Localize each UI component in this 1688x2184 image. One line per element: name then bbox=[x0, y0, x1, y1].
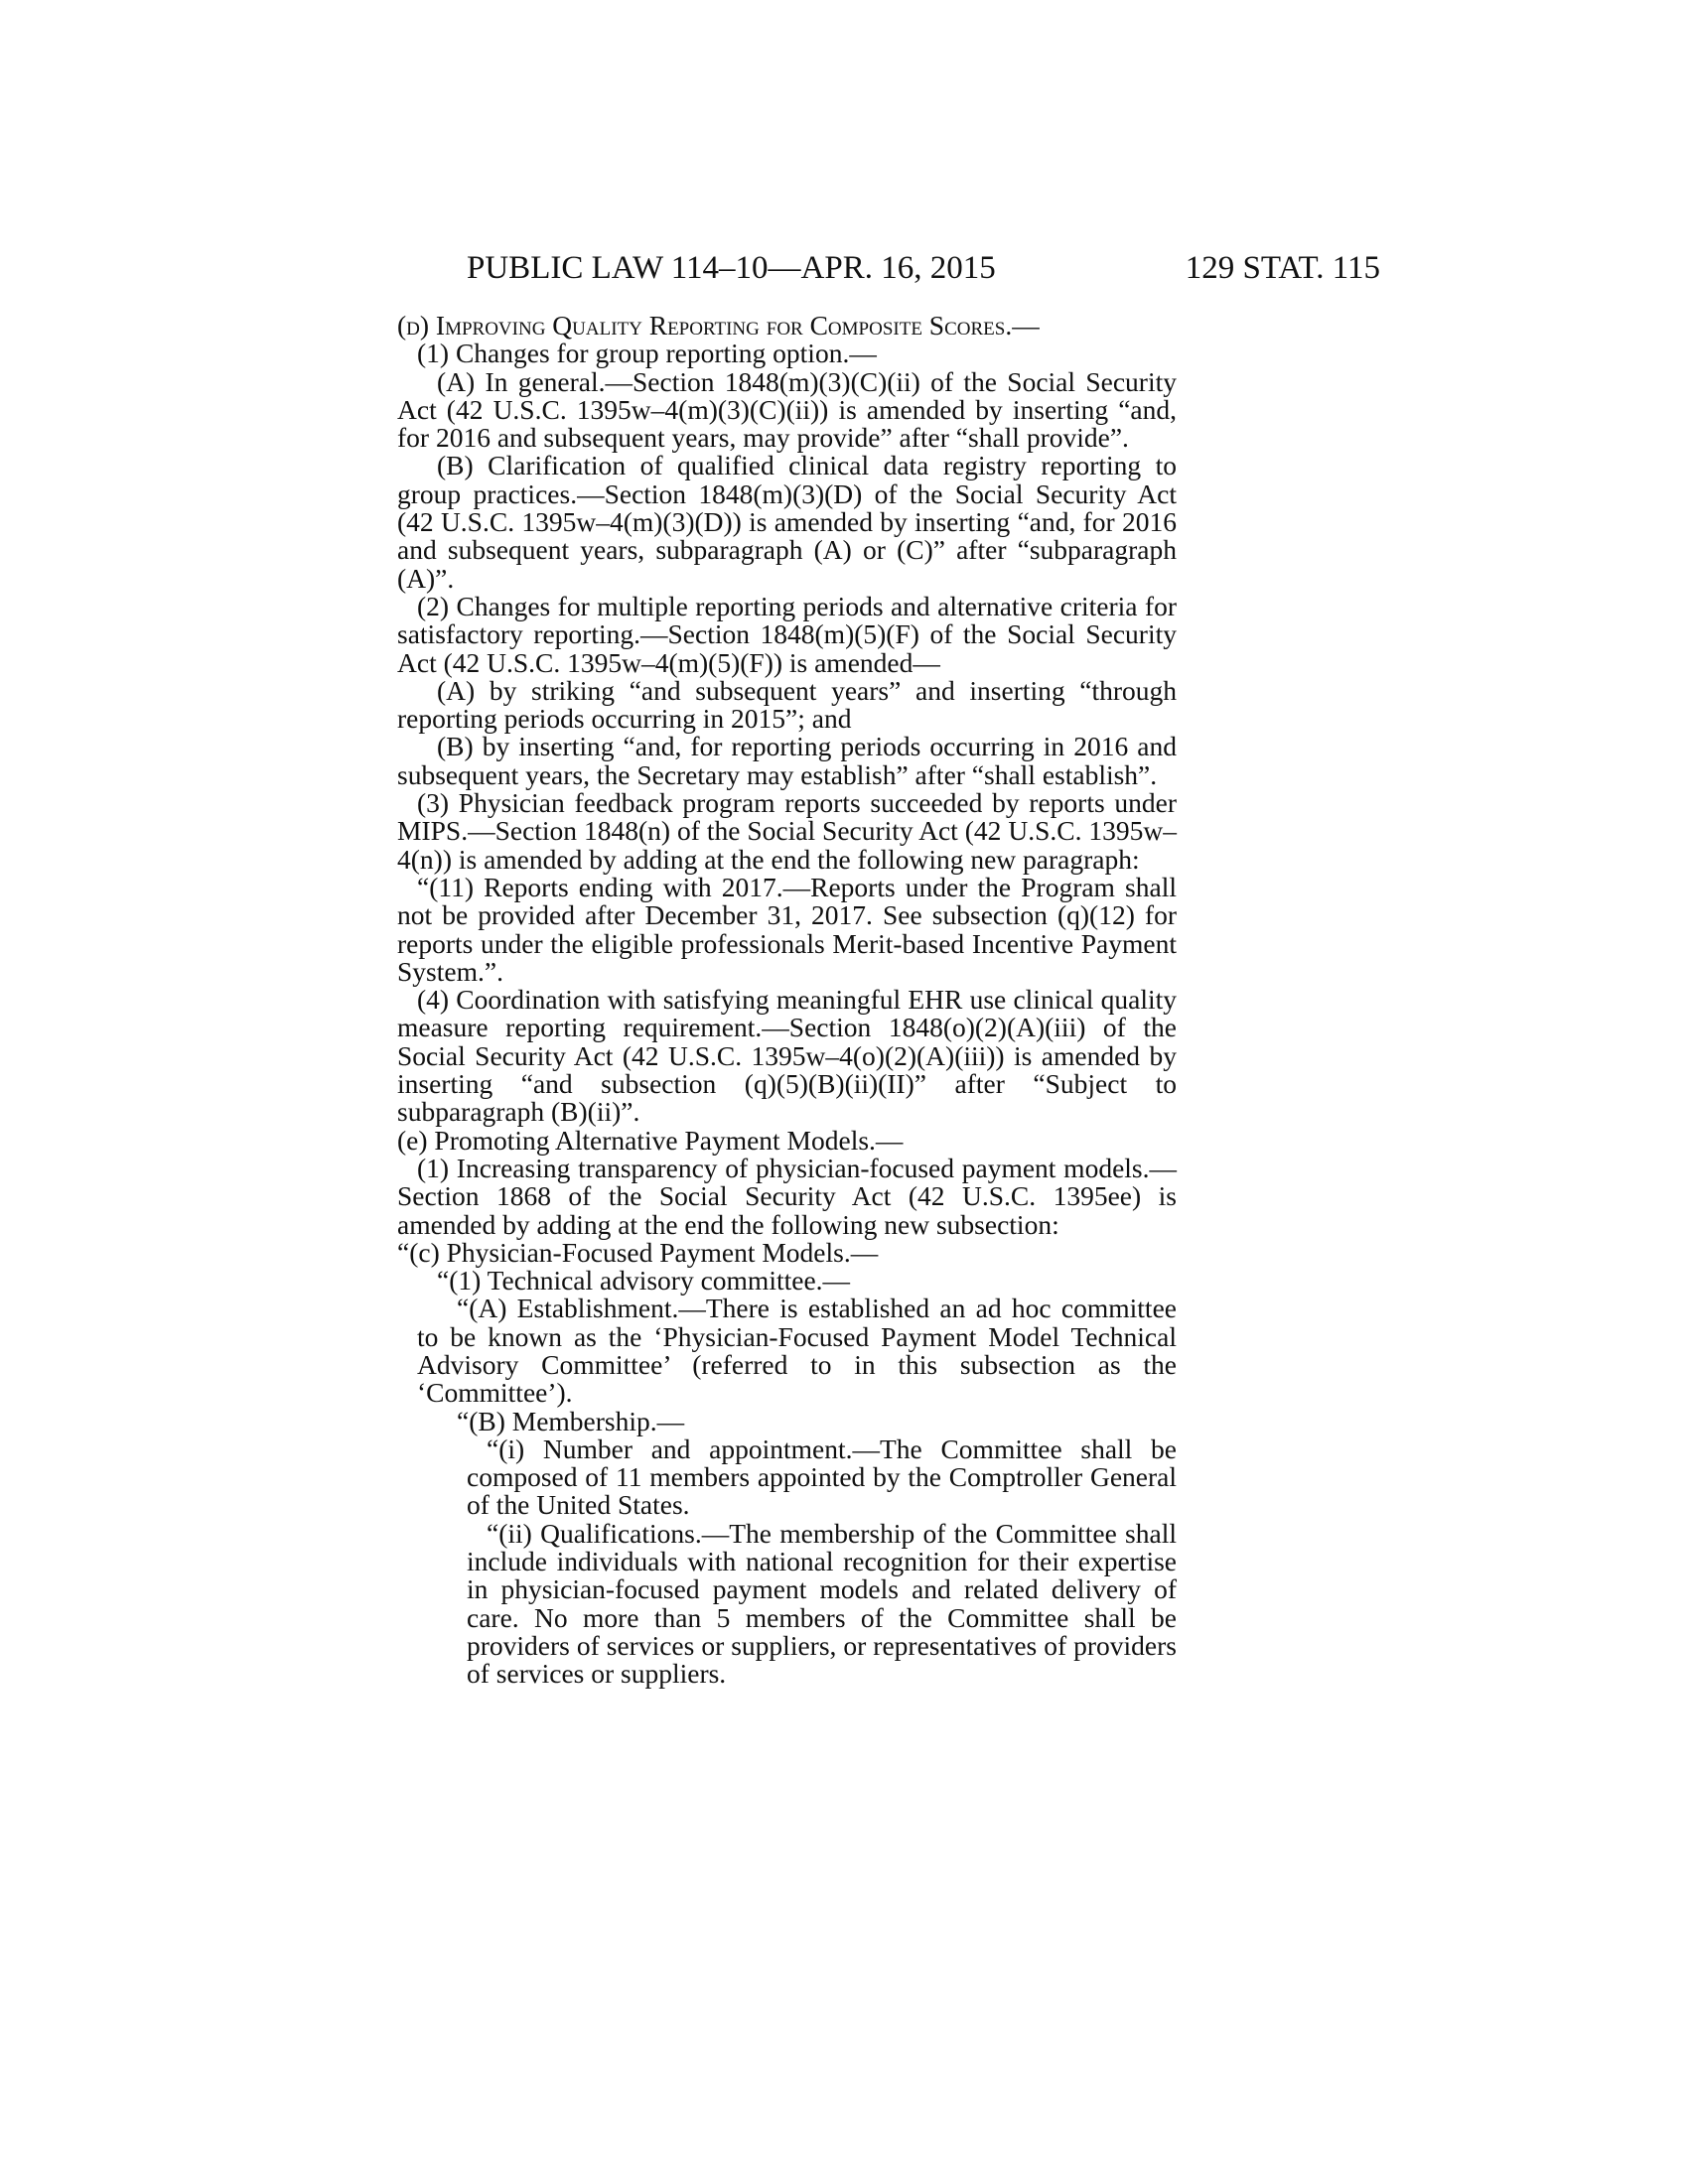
paragraph-d2b: (B) by inserting “and, for reporting periods occurring in 2016 and subsequent years, the Secretary may establish” after “shall establish”. bbox=[397, 731, 1177, 790]
paragraph-d1a: (A) In general.—Section 1848(m)(3)(C)(ii) of the Social Security Act (42 U.S.C. 1395w–4(m)(3)(C)(ii)) is amended by inserting “and, for 2016 and subsequent years, may provide” after “shall provide”. bbox=[397, 365, 1177, 454]
paragraph-d3-quote: “(11) Reports ending with 2017.—Reports under the Program shall not be provided after December 31, 2017. See subsection (q)(12) for reports under the eligible professionals Merit-based Incentive Payment System.”. bbox=[397, 871, 1177, 987]
statute-page-number: 129 STAT. 115 bbox=[1185, 250, 1380, 286]
paragraph-d1b: (B) Clarification of qualified clinical data registry reporting to group practices.—Section 1848(m)(3)(D) of the Social Security Act (42 U.S.C. 1395w–4(m)(3)(D)) is amended by inserting “and, for 2016 and subsequent years, subparagraph (A) or (C)” after “subparagraph (A)”. bbox=[397, 450, 1177, 594]
paragraph-d3: (3) Physician feedback program reports succeeded by reports under MIPS.—Section 1848(n) of the Social Security Act (42 U.S.C. 1395w–4(n)) is amended by adding at the end the following new paragraph: bbox=[397, 787, 1177, 875]
quoted-paragraph-c1a: “(A) Establishment.—There is established an ad hoc committee to be known as the ‘Physician-Focused Payment Model Technical Advisory Committee’ (referred to in this subsection as the ‘Committee’). bbox=[417, 1293, 1177, 1409]
paragraph-d4: (4) Coordination with satisfying meaningful EHR use clinical quality measure reporting requirement.—Section 1848(o)(2)(A)(iii) of the Social Security Act (42 U.S.C. 1395w–4(o)(2)(A)(iii)) is amended by inserting “and subsection (q)(5)(B)(ii)(II)” after “Subject to subparagraph (B)(ii)”. bbox=[397, 984, 1177, 1128]
quoted-subsection-c-heading: “(c) Physician-Focused Payment Models.— bbox=[397, 1236, 879, 1268]
body-text bbox=[397, 312, 1177, 1689]
quoted-clause-c1b-ii: “(ii) Qualifications.—The membership of the Committee shall include individuals with national recognition for their expertise in physician-focused payment models and related delivery of care. No more than 5 members of the Committee shall be providers of services or suppliers, or representatives of providers of services or suppliers. bbox=[467, 1517, 1177, 1690]
running-head bbox=[467, 248, 1380, 288]
paragraph-d2: (2) Changes for multiple reporting periods and alternative criteria for satisfactory reporting.—Section 1848(m)(5)(F) of the Social Security Act (42 U.S.C. 1395w–4(m)(5)(F)) is amended— bbox=[397, 590, 1177, 678]
subsection-e-heading: (e) Promoting Alternative Payment Models.— bbox=[397, 1124, 904, 1156]
quoted-paragraph-c1-heading: “(1) Technical advisory committee.— bbox=[437, 1265, 851, 1297]
paragraph-e1: (1) Increasing transparency of physician-focused payment models.—Section 1868 of the Social Security Act (42 U.S.C. 1395ee) is amended by adding at the end the following new subsection: bbox=[397, 1152, 1177, 1240]
quoted-clause-c1b-i: “(i) Number and appointment.—The Committee shall be composed of 11 members appointed by the Comptroller General of the United States. bbox=[467, 1433, 1177, 1521]
quoted-paragraph-c1b-heading: “(B) Membership.— bbox=[457, 1405, 685, 1436]
subsection-d-heading: (d) Improving Quality Reporting for Composite Scores.— bbox=[397, 310, 1040, 341]
paragraph-d2a: (A) by striking “and subsequent years” and inserting “through reporting periods occurring in 2015”; and bbox=[397, 674, 1177, 735]
law-title: PUBLIC LAW 114–10—APR. 16, 2015 bbox=[467, 250, 996, 286]
paragraph-d1-heading: (1) Changes for group reporting option.— bbox=[417, 338, 877, 369]
